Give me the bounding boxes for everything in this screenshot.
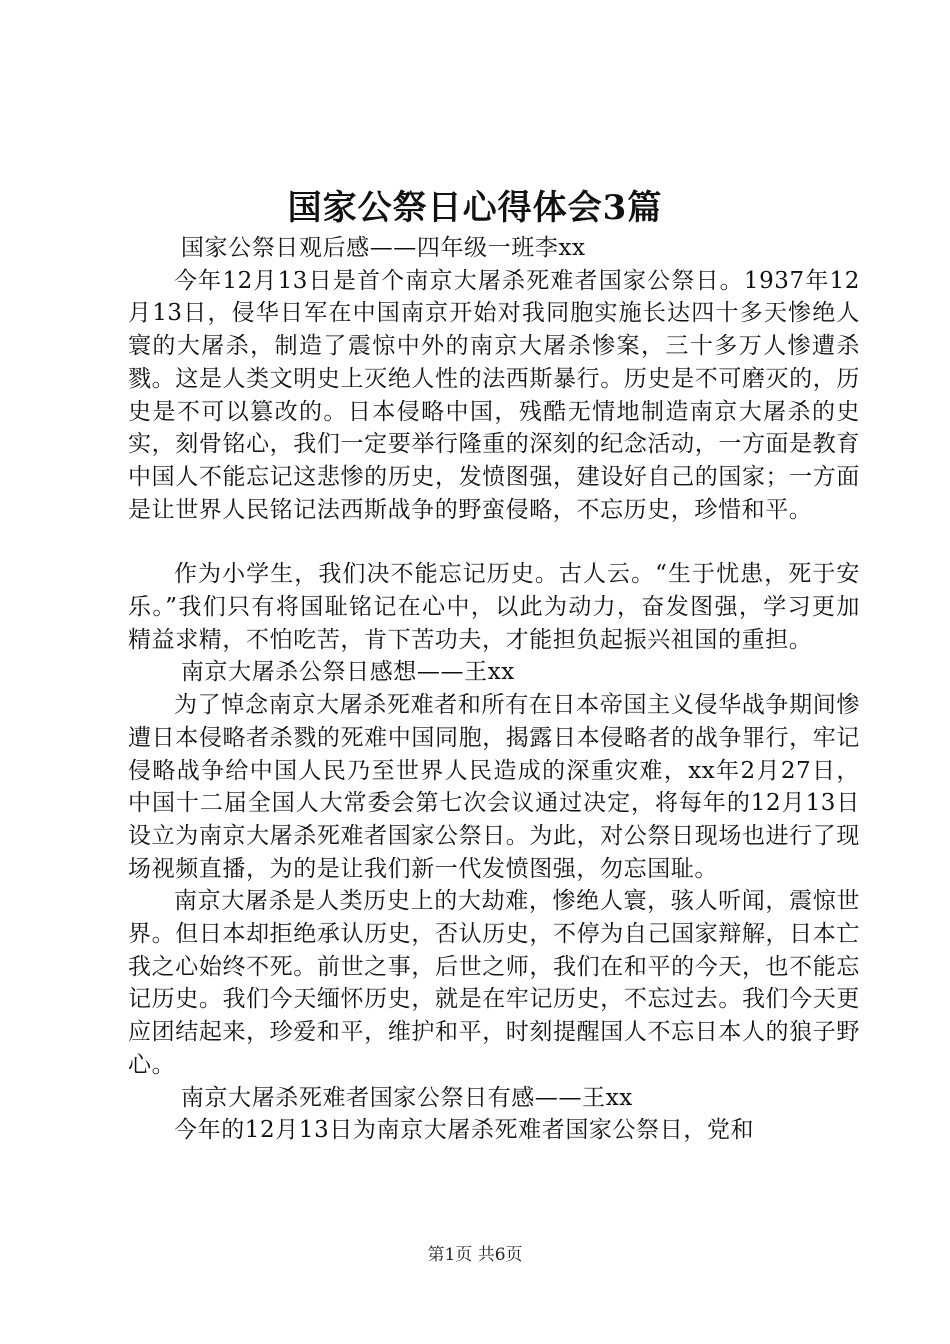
body-paragraph-3: 为了悼念南京大屠杀死难者和所有在日本帝国主义侵华战争期间惨遭日本侵略者杀戮的死难中国同胞，揭露日本侵略者的战争罪行，牢记侵略战争给中国人民乃至世界人民造成的深重灾难，xx年2月27日，中国十二届全国人大常委会第七次会议通过决定，将每年的12月13日设立为南京大屠杀死难者国家公祭日。为此，对公祭日现场也进行了现场视频直播，为的是让我们新一代发愤图强，勿忘国耻。 [128, 692, 860, 882]
section-heading-2: 南京大屠杀公祭日感想——王xx [180, 659, 515, 686]
section-heading-3: 南京大屠杀死难者国家公祭日有感——王xx [180, 1084, 633, 1111]
section-heading-1: 国家公祭日观后感——四年级一班李xx [180, 235, 586, 261]
page-indicator: 第1页 共6页 [427, 1245, 523, 1265]
body-paragraph-4: 南京大屠杀是人类历史上的大劫难，惨绝人寰，骇人听闻，震惊世界。但日本却拒绝承认历史，否认历史，不停为自己国家辩解，日本亡我之心始终不死。前世之事，后世之师，我们在和平的今天，也不能忘记历史。我们今天缅怀历史，就是在牢记历史，不忘过去。我们今天更应团结起来，珍爱和平，维护和平，时刻提醒国人不忘日本人的狼子野心。 [128, 888, 860, 1078]
document-title: 国家公祭日心得体会3篇 [287, 188, 663, 228]
body-paragraph-2: 作为小学生，我们决不能忘记历史。古人云。“生于忧患，死于安乐。”我们只有将国耻铭记在心中，以此为动力，奋发图强，学习更加精益求精，不怕吃苦，肯下苦功夫，才能担负起振兴祖国的重担。 [128, 561, 860, 653]
body-paragraph-5: 今年的12月13日为南京大屠杀死难者国家公祭日，党和 [174, 1117, 755, 1144]
body-paragraph-1: 今年12月13日是首个南京大屠杀死难者国家公祭日。1937年12月13日，侵华日军在中国南京开始对我同胞实施长达四十多天惨绝人寰的大屠杀，制造了震惊中外的南京大屠杀惨案，三十多万人惨遭杀戮。这是人类文明史上灭绝人性的法西斯暴行。历史是不可磨灭的，历史是不可以篡改的。日本侵略中国，残酷无情地制造南京大屠杀的史实，刻骨铭心，我们一定要举行隆重的深刻的纪念活动，一方面是教育中国人不能忘记这悲惨的历史，发愤图强，建设好自己的国家；一方面是让世界人民铭记法西斯战争的野蛮侵略，不忘历史，珍惜和平。 [128, 267, 860, 523]
document-body [128, 232, 860, 1147]
